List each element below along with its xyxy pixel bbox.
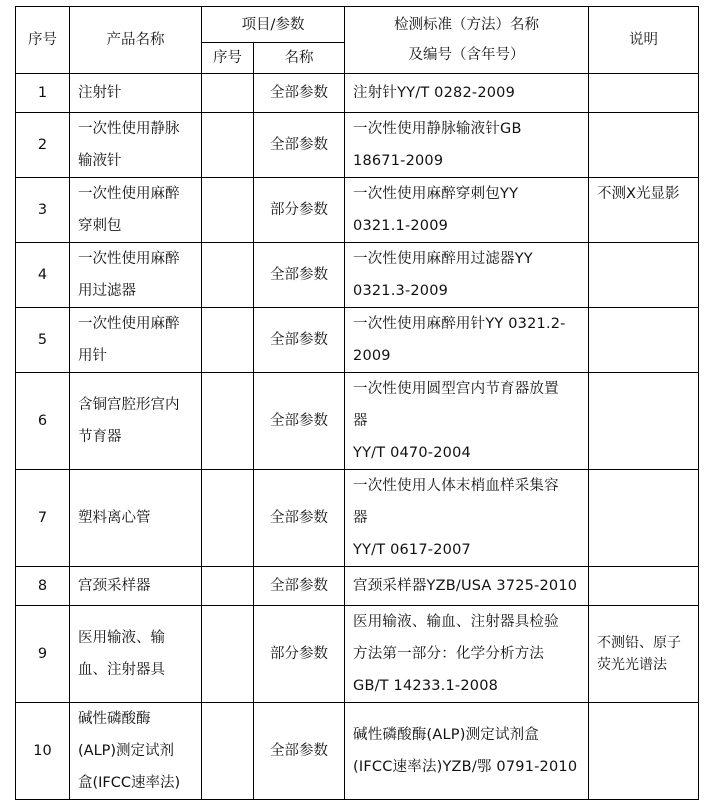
row-standard: 注射针YY/T 0282-2009 (345, 74, 589, 113)
header-standard-line1: 检测标准（方法）名称 (394, 17, 540, 33)
row-seq: 5 (16, 308, 70, 373)
table-row (16, 373, 699, 470)
row-seq: 2 (16, 113, 70, 178)
header-item-name: 名称 (254, 43, 345, 74)
row-param: 全部参数 (254, 470, 345, 567)
row-param: 全部参数 (254, 703, 345, 800)
row-seq: 4 (16, 243, 70, 308)
row-product: 含铜宫腔形宫内 节育器 (70, 373, 202, 470)
table-row (16, 470, 699, 567)
table-row (16, 606, 699, 703)
header-item-seq: 序号 (202, 43, 254, 74)
row-param: 全部参数 (254, 113, 345, 178)
header-standard (345, 7, 589, 74)
row-note (589, 74, 699, 113)
row-product: 注射针 (70, 74, 202, 113)
row-item-seq (202, 178, 254, 243)
row-standard: 一次性使用人体末梢血样采集容 器 YY/T 0617-2007 (345, 470, 589, 567)
row-item-seq (202, 470, 254, 567)
row-note (589, 470, 699, 567)
row-note (589, 308, 699, 373)
row-note (589, 703, 699, 800)
row-seq: 3 (16, 178, 70, 243)
row-item-seq (202, 113, 254, 178)
row-item-seq (202, 243, 254, 308)
row-param: 全部参数 (254, 373, 345, 470)
row-seq: 10 (16, 703, 70, 800)
row-product: 一次性使用麻醉 用针 (70, 308, 202, 373)
row-note (589, 567, 699, 606)
row-item-seq (202, 703, 254, 800)
row-seq: 1 (16, 74, 70, 113)
row-note: 不测X光显影 (589, 178, 699, 243)
row-standard: 碱性磷酸酶(ALP)测定试剂盒 (IFCC速率法)YZB/鄂 0791-2010 (345, 703, 589, 800)
row-product: 宫颈采样器 (70, 567, 202, 606)
table-row (16, 308, 699, 373)
row-note (589, 373, 699, 470)
row-note (589, 113, 699, 178)
row-seq: 9 (16, 606, 70, 703)
row-seq: 6 (16, 373, 70, 470)
row-standard: 一次性使用静脉输液针GB 18671-2009 (345, 113, 589, 178)
row-standard: 宫颈采样器YZB/USA 3725-2010 (345, 567, 589, 606)
row-note: 不测铅、原子 荧光光谱法 (589, 606, 699, 703)
header-note: 说明 (589, 7, 699, 74)
header-seq: 序号 (16, 7, 70, 74)
row-product: 一次性使用静脉 输液针 (70, 113, 202, 178)
row-param: 部分参数 (254, 178, 345, 243)
row-note (589, 243, 699, 308)
row-product: 医用输液、输 血、注射器具 (70, 606, 202, 703)
row-product: 碱性磷酸酶 (ALP)测定试剂 盒(IFCC速率法) (70, 703, 202, 800)
row-item-seq (202, 373, 254, 470)
row-item-seq (202, 74, 254, 113)
row-param: 全部参数 (254, 243, 345, 308)
row-standard: 一次性使用麻醉用过滤器YY 0321.3-2009 (345, 243, 589, 308)
row-item-seq (202, 606, 254, 703)
row-item-seq (202, 567, 254, 606)
table-row (16, 74, 699, 113)
row-item-seq (202, 308, 254, 373)
row-param: 全部参数 (254, 74, 345, 113)
table-row (16, 243, 699, 308)
row-param: 部分参数 (254, 606, 345, 703)
row-standard: 一次性使用圆型宫内节育器放置 器 YY/T 0470-2004 (345, 373, 589, 470)
table-row (16, 703, 699, 800)
row-standard: 一次性使用麻醉穿刺包YY 0321.1-2009 (345, 178, 589, 243)
table-row (16, 113, 699, 178)
table-row (16, 567, 699, 606)
table-row (16, 178, 699, 243)
header-standard-line2: 及编号（含年号） (408, 47, 525, 63)
row-product: 一次性使用麻醉 用过滤器 (70, 243, 202, 308)
row-seq: 7 (16, 470, 70, 567)
row-param: 全部参数 (254, 567, 345, 606)
row-standard: 一次性使用麻醉用针YY 0321.2- 2009 (345, 308, 589, 373)
standards-table (15, 6, 699, 800)
header-item-param: 项目/参数 (202, 7, 345, 43)
row-standard: 医用输液、输血、注射器具检验 方法第一部分：化学分析方法 GB/T 14233.1-2008 (345, 606, 589, 703)
row-product: 塑料离心管 (70, 470, 202, 567)
row-param: 全部参数 (254, 308, 345, 373)
row-product: 一次性使用麻醉 穿刺包 (70, 178, 202, 243)
header-product-name: 产品名称 (70, 7, 202, 74)
row-seq: 8 (16, 567, 70, 606)
